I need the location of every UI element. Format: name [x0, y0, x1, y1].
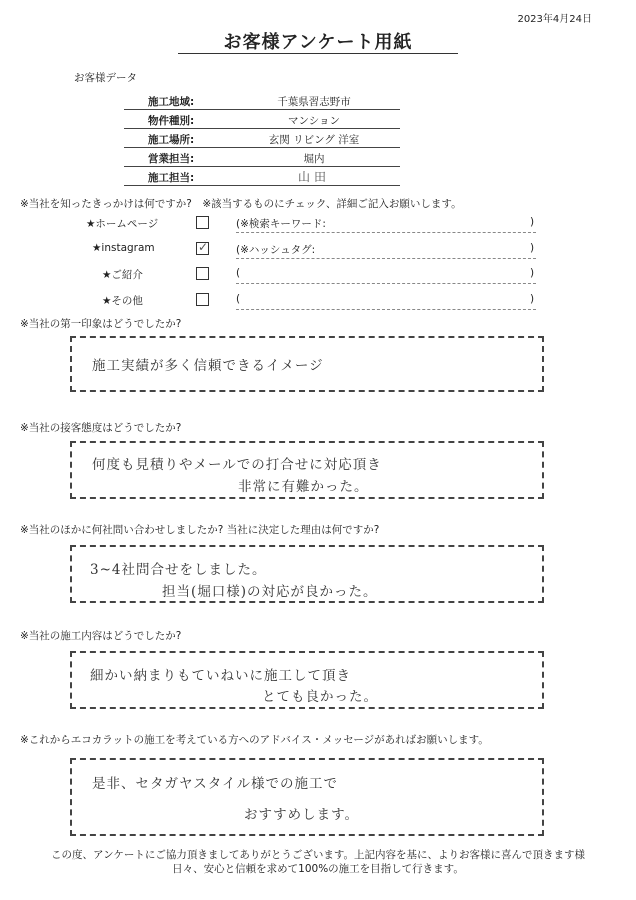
source-detail-other: (	[236, 293, 241, 305]
info-row-area	[124, 92, 400, 110]
title-underline	[178, 53, 458, 54]
source-label-instagram: ★instagram	[92, 242, 155, 254]
info-value: 玄関 リビング 洋室	[268, 134, 360, 146]
answer-line: 3~4社問合せをしました。	[90, 562, 267, 578]
paren-close: )	[530, 242, 535, 254]
detail-line	[236, 258, 536, 259]
checkbox-instagram[interactable]	[196, 242, 209, 255]
paren-close: )	[530, 216, 535, 228]
answer-line: とても良かった。	[262, 689, 378, 705]
info-value: 堀内	[303, 153, 325, 165]
detail-line	[236, 283, 536, 284]
source-label-other: ★その他	[102, 295, 143, 307]
source-label-referral: ★ご紹介	[102, 269, 143, 281]
question-first-impression: ※当社の第一印象はどうでしたか?	[20, 318, 182, 330]
answer-line: 施工実績が多く信頼できるイメージ	[92, 358, 324, 374]
check-mark-icon: ✓	[198, 240, 209, 254]
checkbox-other[interactable]	[196, 293, 209, 306]
source-detail-referral: (	[236, 267, 241, 279]
info-value: 千葉県習志野市	[277, 96, 351, 108]
detail-line	[236, 232, 536, 233]
answer-box-advice	[70, 758, 544, 836]
footer-line: 日々、安心と信頼を求めて100%の施工を目指して行きます。	[172, 863, 464, 875]
answer-line: 非常に有難かった。	[238, 479, 369, 495]
answer-line: おすすめします。	[244, 807, 360, 823]
info-row-sales	[124, 149, 400, 167]
detail-line	[236, 309, 536, 310]
question-advice: ※これからエコカラットの施工を考えている方へのアドバイス・メッセージがあればお願いします。	[20, 734, 489, 746]
question-installation: ※当社の施工内容はどうでしたか?	[20, 630, 182, 642]
footer-line: この度、アンケートにご協力頂きましてありがとうございます。上記内容を基に、よりお客様に喜んで頂きます様	[50, 849, 586, 861]
source-label-homepage: ★ホームページ	[86, 218, 159, 230]
answer-line: 細かい納まりもていねいに施工して頂き	[90, 668, 351, 684]
question-customer-service: ※当社の接客態度はどうでしたか?	[20, 422, 182, 434]
info-label: 施工地域:	[148, 96, 195, 108]
paren-close: )	[530, 267, 535, 279]
info-row-property-type	[124, 111, 400, 129]
info-label: 施工担当:	[148, 172, 195, 184]
checkbox-homepage[interactable]	[196, 216, 209, 229]
checkbox-referral[interactable]	[196, 267, 209, 280]
answer-line: 何度も見積りやメールでの打合せに対応頂き	[92, 457, 382, 473]
question-competitors: ※当社のほかに何社問い合わせしましたか? 当社に決定した理由は何ですか?	[20, 524, 380, 536]
source-detail-instagram: (※ハッシュタグ:	[236, 244, 316, 256]
info-row-location	[124, 130, 400, 148]
info-row-installer	[124, 168, 400, 186]
answer-line: 担当(堀口様)の対応が良かった。	[162, 584, 378, 600]
info-value: マンション	[287, 115, 341, 127]
source-question: ※当社を知ったきっかけは何ですか? ※該当するものにチェック、詳細ご記入お願いします。	[20, 198, 462, 210]
info-value: 山田	[297, 170, 330, 184]
source-detail-homepage: (※検索キーワード:	[236, 218, 326, 230]
page-title: お客様アンケート用紙	[223, 32, 413, 53]
survey-date: 2023年4月24日	[517, 14, 592, 25]
info-label: 物件種別:	[148, 115, 195, 127]
info-label: 施工場所:	[148, 134, 195, 146]
customer-data-heading: お客様データ	[74, 72, 137, 84]
answer-line: 是非、セタガヤスタイル様での施工で	[92, 776, 338, 792]
info-label: 営業担当:	[148, 153, 195, 165]
paren-close: )	[530, 293, 535, 305]
